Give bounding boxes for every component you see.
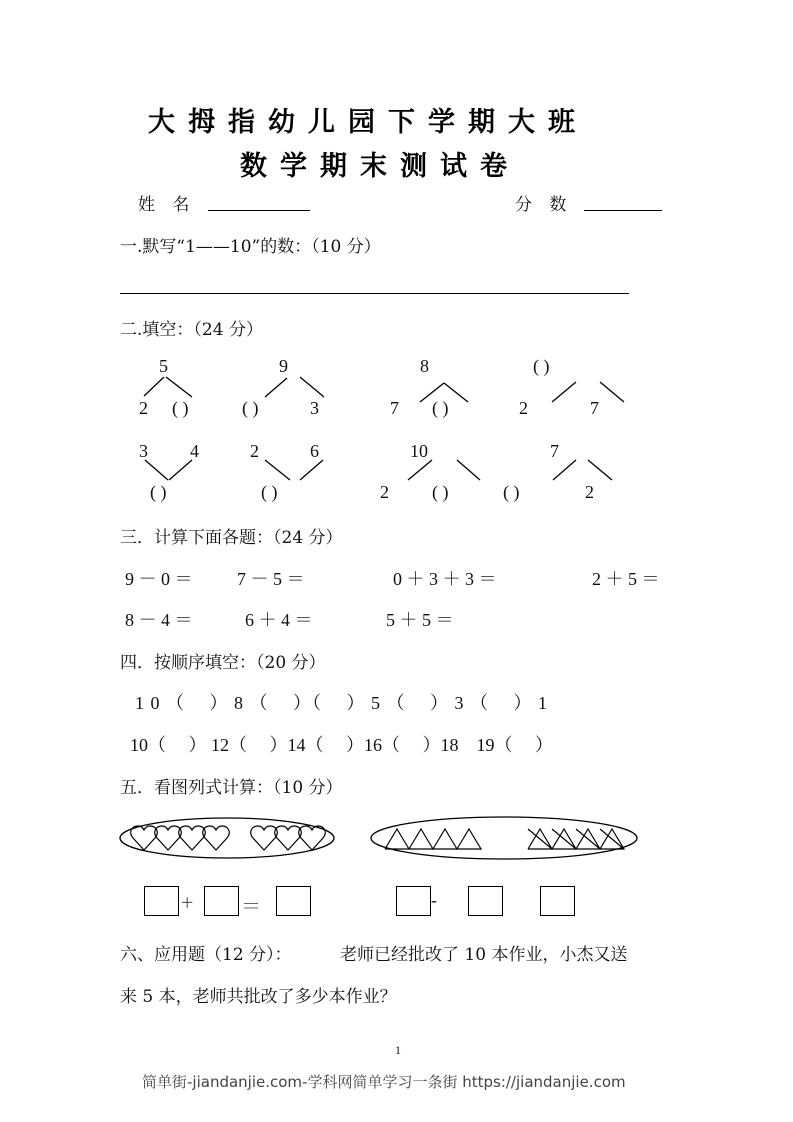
sequence-row2: 10（ ） 12（ ）14（ ）16（ ）18 19（ ） [130, 735, 553, 755]
calc-item: 5 ＋ 5 ＝ [386, 610, 454, 630]
bond8-left[interactable]: ( ) [503, 482, 520, 502]
answer-box[interactable] [468, 886, 503, 916]
calc-item: 6 ＋ 4 ＝ [245, 610, 313, 630]
sequence-row1: 1 0 （ ） 8 （ ）（ ） 5 （ ） 3 （ ） 1 [135, 693, 548, 713]
calc-item: 8 － 4 ＝ [125, 610, 193, 630]
answer-box[interactable] [540, 886, 575, 916]
section5-heading: 五．看图列式计算：（10 分） [120, 778, 343, 798]
equals-sign: ＝ [241, 896, 261, 918]
answer-box[interactable] [144, 886, 179, 916]
bond2-top: 9 [279, 356, 288, 376]
bond7-top: 10 [410, 441, 428, 461]
question-line2: 来 5 本，老师共批改了多少本作业？ [120, 987, 397, 1007]
plus-sign: + [181, 890, 194, 915]
bond8-top: 7 [550, 441, 559, 461]
triangle-icons [385, 829, 624, 849]
calc-item: 7 － 5 ＝ [237, 569, 305, 589]
bond3-top: 8 [420, 356, 429, 376]
answer-box[interactable] [396, 886, 431, 916]
minus-sign: - [431, 890, 437, 910]
bond7-left: 2 [380, 482, 389, 502]
bond4-right: 7 [590, 398, 599, 418]
picture-ovals [120, 817, 637, 859]
score-label: 分 数 [515, 195, 573, 215]
page-title-line2: 数学期末测试卷 [240, 151, 520, 182]
bond6-right-top: 6 [310, 441, 319, 461]
section2-heading: 二.填空：（24 分） [120, 320, 263, 340]
bond5-right-top: 4 [190, 441, 199, 461]
bond1-right[interactable]: ( ) [172, 398, 189, 418]
section6-heading: 六、应用题（12 分）： [120, 945, 292, 965]
calc-item: 0 ＋ 3 ＋ 3 ＝ [393, 569, 497, 589]
name-label: 姓 名 [138, 195, 196, 215]
bond6-bottom[interactable]: ( ) [261, 482, 278, 502]
bond5-left-top: 3 [139, 441, 148, 461]
bond8-right: 2 [585, 482, 594, 502]
calc-item: 2 ＋ 5 ＝ [592, 569, 660, 589]
section1-heading: 一.默写“1——10”的数：（10 分） [120, 237, 381, 257]
answer-box[interactable] [276, 886, 311, 916]
bond3-left: 7 [390, 398, 399, 418]
watermark-text: 简单街-jiandanjie.com-学科网简单学习一条街 https://jiandanjie.com [142, 1073, 626, 1091]
heart-icons [131, 826, 326, 850]
page-title-line1: 大拇指幼儿园下学期大班 [148, 107, 588, 138]
section3-heading: 三．计算下面各题：（24 分） [120, 528, 343, 548]
question-line1: 老师已经批改了 10 本作业，小杰又送 [340, 945, 628, 965]
bond7-right[interactable]: ( ) [432, 482, 449, 502]
bond1-top: 5 [159, 356, 168, 376]
calc-item: 9 － 0 ＝ [125, 569, 193, 589]
bond4-top[interactable]: ( ) [533, 356, 550, 376]
bond1-left: 2 [139, 398, 148, 418]
bond2-left[interactable]: ( ) [242, 398, 259, 418]
bond5-bottom[interactable]: ( ) [150, 482, 167, 502]
bond6-left-top: 2 [250, 441, 259, 461]
page-number: 1 [395, 1043, 401, 1057]
answer-box[interactable] [204, 886, 239, 916]
bond2-right: 3 [310, 398, 319, 418]
bond3-right[interactable]: ( ) [432, 398, 449, 418]
bond4-left: 2 [519, 398, 528, 418]
section4-heading: 四．按顺序填空：（20 分） [120, 653, 326, 673]
